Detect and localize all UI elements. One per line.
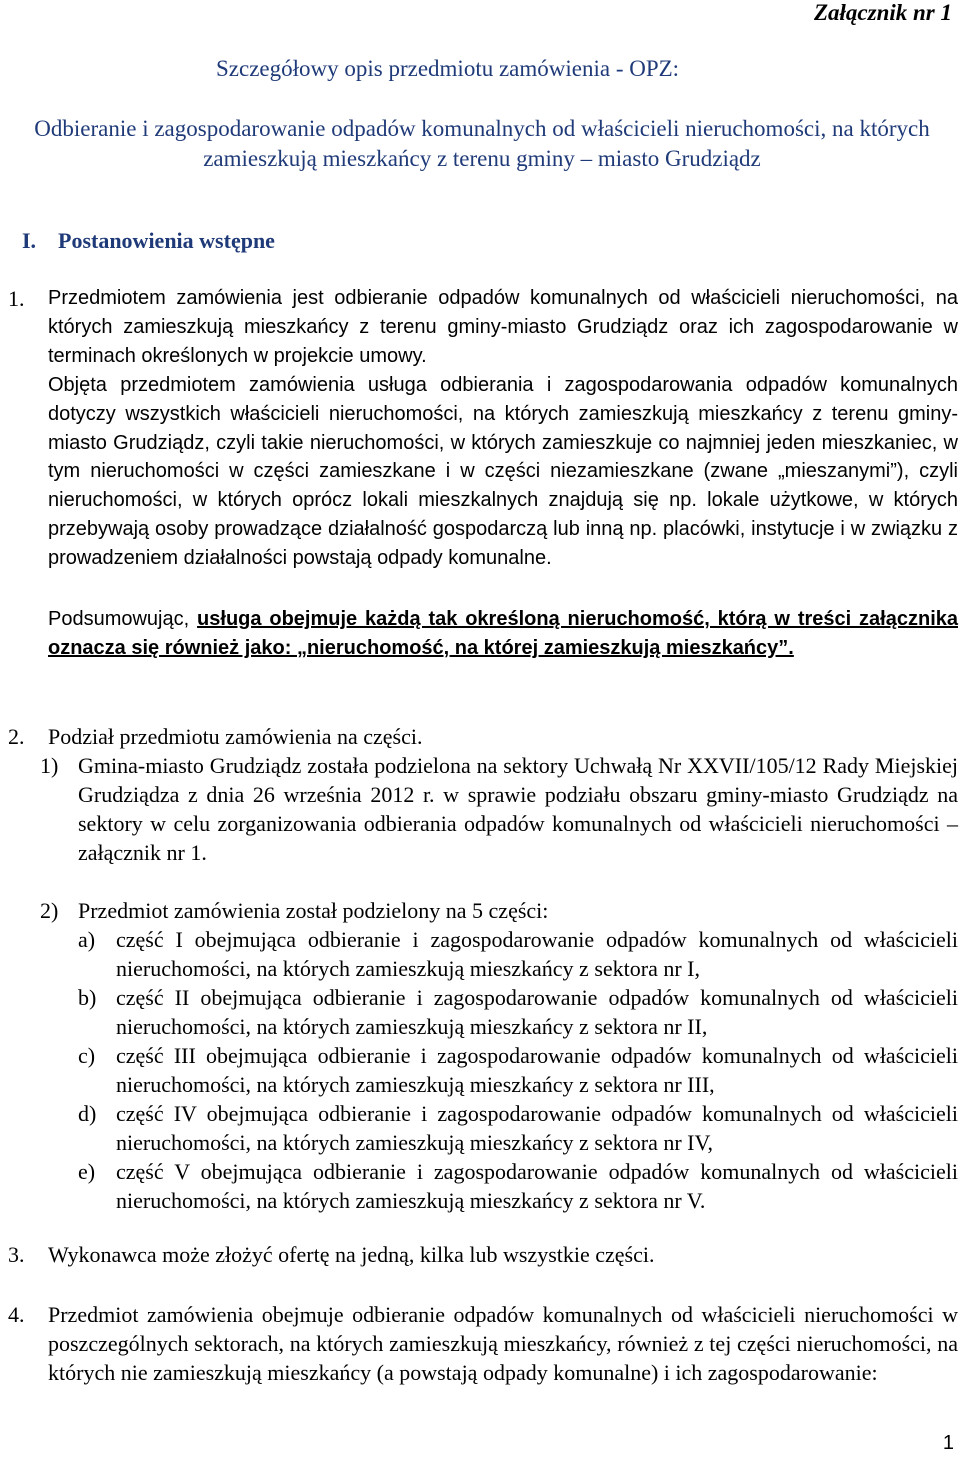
document-title: Szczegółowy opis przedmiotu zamówienia - OPZ: xyxy=(216,56,680,81)
section-number: I. xyxy=(22,228,37,253)
item-a-text: część I obejmująca odbieranie i zagospodarowanie odpadów komunalnych od właścicieli nieruchomości, na których zamieszkują mieszkańcy z sektora nr I, xyxy=(116,927,958,981)
point-4-text: Przedmiot zamówienia obejmuje odbieranie odpadów komunalnych od właścicieli nieruchomości w poszczególnych sektorach, na których zamieszkują mieszkańcy, również z tej części nieruchomości, na których nie zamieszkują mieszkańcy (a powstają odpady komunalne) i ich zagospodarowanie: xyxy=(48,1302,958,1385)
summary-lead: Podsumowując, xyxy=(48,608,198,630)
point-1-text: Przedmiotem zamówienia jest odbieranie odpadów komunalnych od właścicieli nieruchomości, na których zamieszkują mieszkańcy z terenu gminy-miasto Grudziądz oraz ich zagospodarowanie w terminach określonych w projekcie umowy. xyxy=(48,287,958,367)
point-2-number: 2. xyxy=(8,724,25,749)
subpoint-1-number: 1) xyxy=(40,753,59,778)
annex-label: Załącznik nr 1 xyxy=(813,0,952,25)
document-subtitle: Odbieranie i zagospodarowanie odpadów komunalnych od właścicieli nieruchomości, na których zamieszkują mieszkańcy z terenu gminy – miasto Grudziądz xyxy=(34,116,930,171)
item-b-letter: b) xyxy=(78,985,97,1010)
item-d-text: część IV obejmująca odbieranie i zagospodarowanie odpadów komunalnych od właścicieli nieruchomości, na których zamieszkują mieszkańcy z sektora nr IV, xyxy=(116,1101,958,1155)
item-a-letter: a) xyxy=(78,927,96,952)
page-number: 1 xyxy=(942,1432,954,1454)
section-title: Postanowienia wstępne xyxy=(58,228,275,253)
subpoint-2-text: Przedmiot zamówienia został podzielony na 5 części: xyxy=(78,898,549,923)
subpoint-2-number: 2) xyxy=(40,898,59,923)
point-4-number: 4. xyxy=(8,1302,25,1327)
item-b-text: część II obejmująca odbieranie i zagospodarowanie odpadów komunalnych od właścicieli nieruchomości, na których zamieszkują mieszkańcy z sektora nr II, xyxy=(116,985,958,1039)
subpoint-1-text: Gmina-miasto Grudziądz została podzielona na sektory Uchwałą Nr XXVII/105/12 Rady Miejskiej Grudziądza z dnia 26 września 2012 r. w sprawie podziału obszaru gminy-miasto Grudziądz na sektory w celu zorganizowania odbierania odpadów komunalnych od właścicieli nieruchomości – załącznik nr 1. xyxy=(78,753,958,865)
summary-emphasis: usługa obejmuje każdą tak określoną nieruchomość, którą w treści załącznika oznacza się również jako: „nieruchomość, na której zamieszkują mieszkańcy”. xyxy=(48,608,958,659)
point-2-text: Podział przedmiotu zamówienia na części. xyxy=(48,724,423,749)
item-d-letter: d) xyxy=(78,1101,97,1126)
point-1-summary xyxy=(48,605,958,663)
point-1-number: 1. xyxy=(8,286,25,311)
point-1-text-2: Objęta przedmiotem zamówienia usługa odbierania i zagospodarowania odpadów komunalnych dotyczy wszystkich właścicieli nieruchomości, na których zamieszkują mieszkańcy z terenu gminy-miasto Grudziądz, czyli takie nieruchomości, w których zamieszkuje co najmniej jeden mieszkaniec, w tym nieruchomości w części zamieszkane i w części niezamieszkane (zwane „mieszanymi”), czyli nieruchomości, w których oprócz lokali mieszkalnych znajdują się np. lokale użytkowe, w których przebywają osoby prowadzące działalność gospodarczą lub inną np. placówki, instytucje i w związku z prowadzeniem działalności powstają odpady komunalne. xyxy=(48,374,958,569)
point-3-number: 3. xyxy=(8,1242,25,1267)
point-3-text: Wykonawca może złożyć ofertę na jedną, kilka lub wszystkie części. xyxy=(48,1242,655,1267)
item-c-letter: c) xyxy=(78,1043,96,1068)
item-c-text: część III obejmująca odbieranie i zagospodarowanie odpadów komunalnych od właścicieli nieruchomości, na których zamieszkują mieszkańcy z sektora nr III, xyxy=(116,1043,958,1097)
item-e-letter: e) xyxy=(78,1159,96,1184)
item-e-text: część V obejmująca odbieranie i zagospodarowanie odpadów komunalnych od właścicieli nieruchomości, na których zamieszkują mieszkańcy z sektora nr V. xyxy=(116,1159,958,1213)
section-heading xyxy=(22,228,275,254)
